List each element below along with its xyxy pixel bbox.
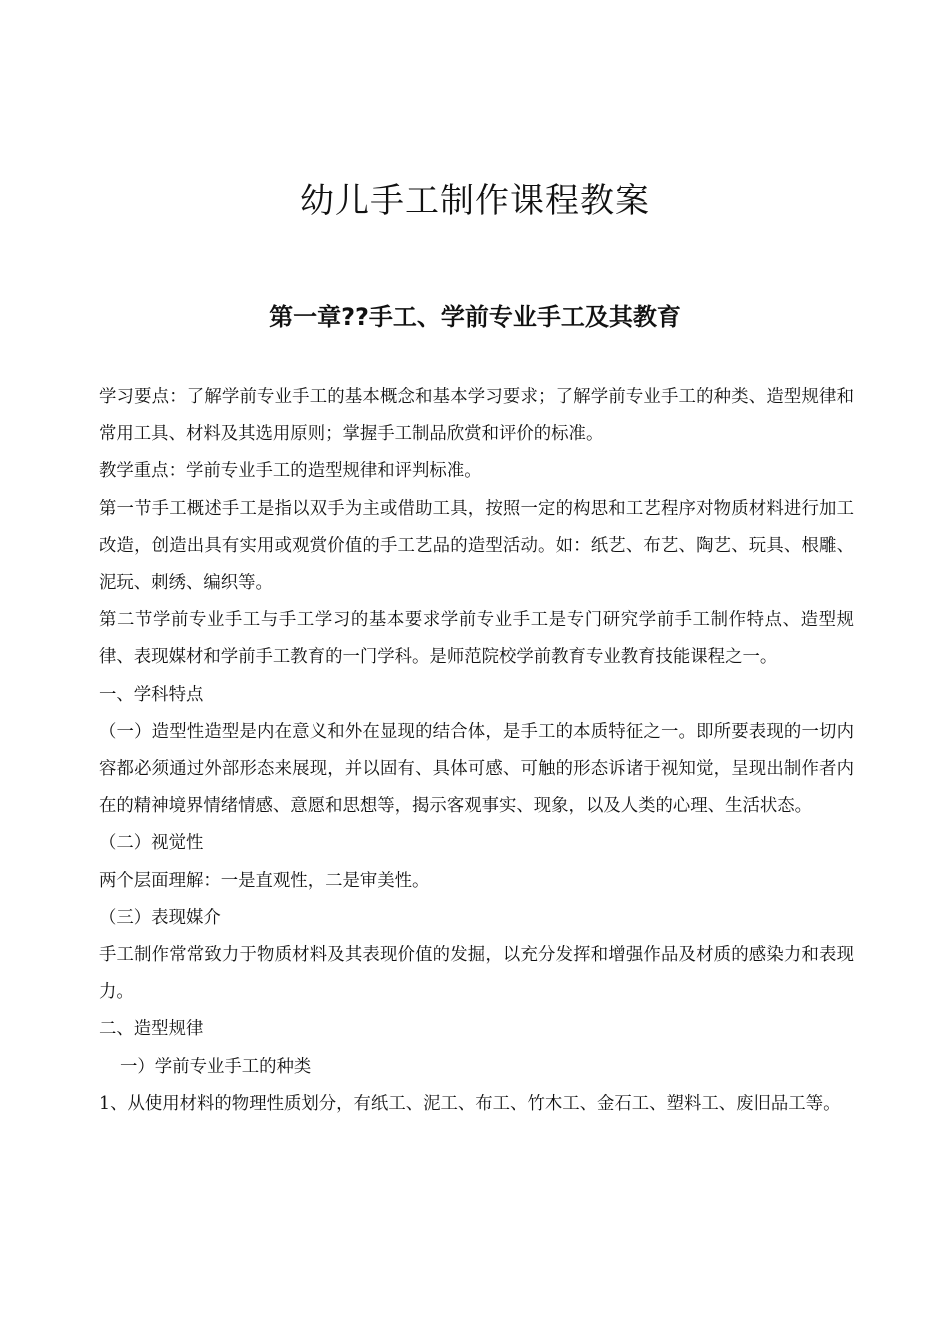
document-title: 幼儿手工制作课程教案 xyxy=(300,181,650,221)
heading-visual: （二）视觉性 xyxy=(99,833,204,854)
heading-modeling-rules: 二、造型规律 xyxy=(99,1019,204,1040)
paragraph-section-two: 第二节学前专业手工与手工学习的基本要求学前专业手工是专门研究学前手工制作特点、造型规律、表现媒材和学前手工教育的一门学科。是师范院校学前教育专业教育技能课程之一。 xyxy=(99,610,854,668)
paragraph-teaching-focus: 教学重点：学前专业手工的造型规律和评判标准。 xyxy=(99,461,482,482)
heading-media: （三）表现媒介 xyxy=(99,907,221,928)
paragraph-media: 手工制作常常致力于物质材料及其表现价值的发掘，以充分发挥和增强作品及材质的感染力和表现力。 xyxy=(99,945,854,1003)
heading-craft-types: 一）学前专业手工的种类 xyxy=(120,1056,312,1077)
paragraph-learning-points: 学习要点：了解学前专业手工的基本概念和基本学习要求；了解学前专业手工的种类、造型规律和常用工具、材料及其选用原则；掌握手工制品欣赏和评价的标准。 xyxy=(99,387,854,445)
paragraph-material-classification: 1、从使用材料的物理性质划分，有纸工、泥工、布工、竹木工、金石工、塑料工、废旧品工等。 xyxy=(99,1093,841,1114)
paragraph-visual-levels: 两个层面理解：一是直观性，二是审美性。 xyxy=(99,870,430,891)
paragraph-section-one: 第一节手工概述手工是指以双手为主或借助工具，按照一定的构思和工艺程序对物质材料进行加工改造，创造出具有实用或观赏价值的手工艺品的造型活动。如：纸艺、布艺、陶艺、玩具、根雕、泥玩、刺绣、编织等。 xyxy=(99,498,854,594)
paragraph-modeling: （一）造型性造型是内在意义和外在显现的结合体，是手工的本质特征之一。即所要表现的一切内容都必须通过外部形态来展现，并以固有、具体可感、可触的形态诉诸于视知觉，呈现出制作者内在的精神境界情绪情感、意愿和思想等，揭示客观事实、现象，以及人类的心理、生活状态。 xyxy=(99,721,854,817)
document-body xyxy=(99,379,854,1123)
chapter-title: 第一章??手工、学前专业手工及其教育 xyxy=(269,303,681,331)
heading-subject-features: 一、学科特点 xyxy=(99,684,204,705)
